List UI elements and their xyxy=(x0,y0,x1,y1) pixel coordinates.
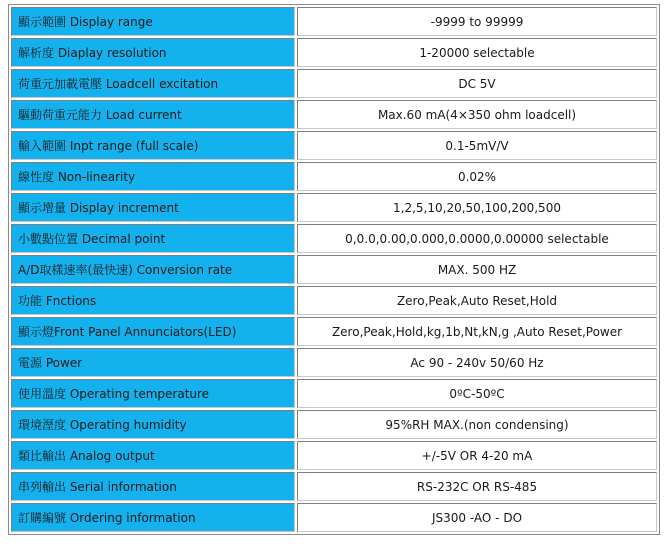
spec-row-ordering-information xyxy=(11,503,657,532)
spec-row-power xyxy=(11,348,657,377)
spec-label: 串列輸出 Serial information xyxy=(11,472,295,501)
spec-row-decimal-point xyxy=(11,224,657,253)
spec-value: -9999 to 99999 xyxy=(297,7,657,36)
spec-value: 0,0.0,0.00,0.000,0.0000,0.00000 selectable xyxy=(297,224,657,253)
spec-label: 荷重元加載電壓 Loadcell excitation xyxy=(11,69,295,98)
spec-label: 驅動荷重元能力 Load current xyxy=(11,100,295,129)
spec-row-non-linearity xyxy=(11,162,657,191)
spec-row-load-current xyxy=(11,100,657,129)
spec-row-display-increment xyxy=(11,193,657,222)
spec-value: +/-5V OR 4-20 mA xyxy=(297,441,657,470)
spec-value: 0ºC-50ºC xyxy=(297,379,657,408)
spec-label: 解析度 Diaplay resolution xyxy=(11,38,295,67)
spec-value: Zero,Peak,Auto Reset,Hold xyxy=(297,286,657,315)
spec-value: 1,2,5,10,20,50,100,200,500 xyxy=(297,193,657,222)
spec-value: Max.60 mA(4×350 ohm loadcell) xyxy=(297,100,657,129)
spec-label: 使用溫度 Operating temperature xyxy=(11,379,295,408)
spec-label: A/D取樣速率(最快速) Conversion rate xyxy=(11,255,295,284)
spec-label: 訂購編號 Ordering information xyxy=(11,503,295,532)
spec-row-display-resolution xyxy=(11,38,657,67)
spec-value: MAX. 500 HZ xyxy=(297,255,657,284)
spec-label: 線性度 Non-linearity xyxy=(11,162,295,191)
spec-row-input-range xyxy=(11,131,657,160)
spec-label: 輸入範圍 Inpt range (full scale) xyxy=(11,131,295,160)
spec-row-serial-information xyxy=(11,472,657,501)
spec-row-functions xyxy=(11,286,657,315)
spec-value: DC 5V xyxy=(297,69,657,98)
spec-row-analog-output xyxy=(11,441,657,470)
spec-value: 0.02% xyxy=(297,162,657,191)
spec-value: 1-20000 selectable xyxy=(297,38,657,67)
spec-value: RS-232C OR RS-485 xyxy=(297,472,657,501)
specification-table xyxy=(8,4,660,535)
spec-value: Ac 90 - 240v 50/60 Hz xyxy=(297,348,657,377)
spec-label: 電源 Power xyxy=(11,348,295,377)
spec-label: 功能 Fnctions xyxy=(11,286,295,315)
spec-label: 環境溼度 Operating humidity xyxy=(11,410,295,439)
spec-row-conversion-rate xyxy=(11,255,657,284)
spec-value: JS300 -AO - DO xyxy=(297,503,657,532)
spec-row-loadcell-excitation xyxy=(11,69,657,98)
spec-label: 類比輸出 Analog output xyxy=(11,441,295,470)
spec-label: 小數點位置 Decimal point xyxy=(11,224,295,253)
spec-row-front-panel-annunciators xyxy=(11,317,657,346)
spec-label: 顯示燈Front Panel Annunciators(LED) xyxy=(11,317,295,346)
spec-value: 95%RH MAX.(non condensing) xyxy=(297,410,657,439)
spec-value: 0.1-5mV/V xyxy=(297,131,657,160)
spec-row-display-range xyxy=(11,7,657,36)
spec-label: 顯示增量 Display increment xyxy=(11,193,295,222)
spec-value: Zero,Peak,Hold,kg,1b,Nt,kN,g ,Auto Reset,Power xyxy=(297,317,657,346)
spec-row-operating-temperature xyxy=(11,379,657,408)
spec-label: 顯示範圍 Display range xyxy=(11,7,295,36)
spec-row-operating-humidity xyxy=(11,410,657,439)
